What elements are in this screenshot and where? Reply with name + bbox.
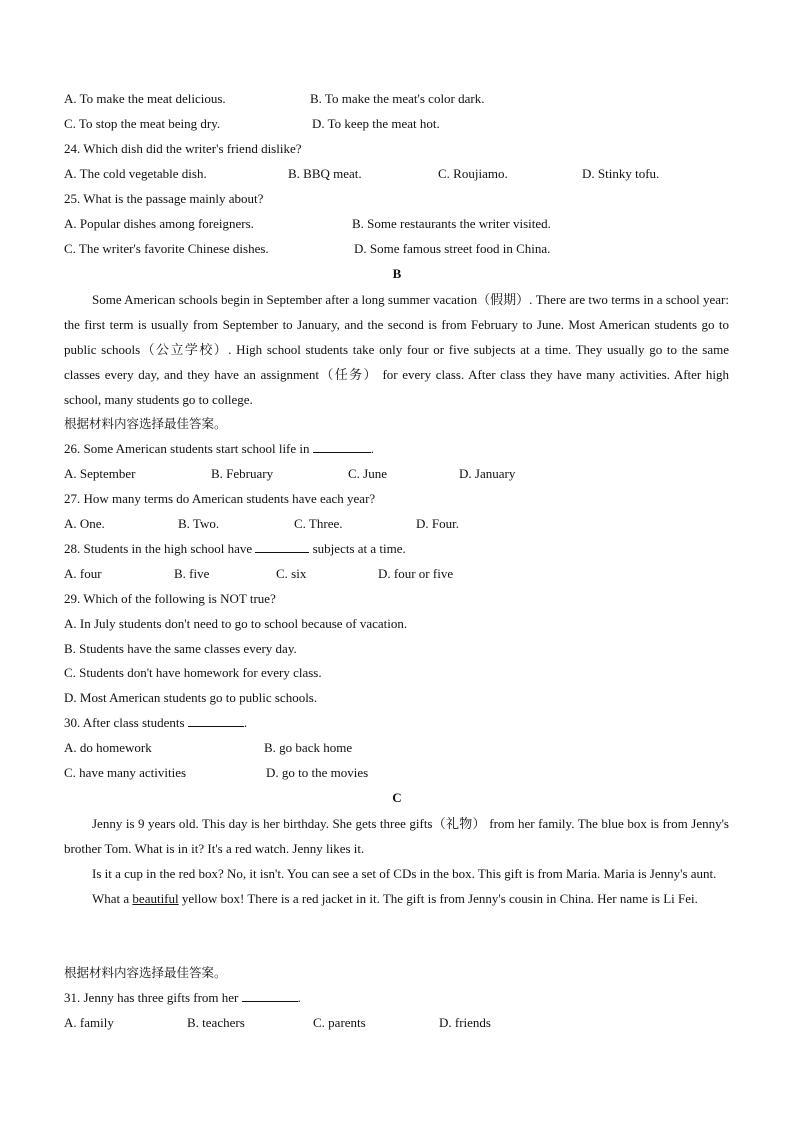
q28-option-b: B. five (174, 566, 210, 581)
q24-option-b: B. BBQ meat. (288, 166, 362, 181)
q29-option-b: B. Students have the same classes every day. (64, 641, 297, 656)
q29-option-d: D. Most American students go to public schools. (64, 690, 318, 705)
q30-option-a: A. do homework (64, 740, 152, 755)
q23-option-a: A. To make the meat delicious. (64, 91, 226, 106)
q28-question-end: subjects at a time. (312, 541, 406, 556)
q26-option-b: B. February (211, 466, 274, 481)
q26-question-text: 26. Some American students start school life in (64, 441, 310, 456)
q24-option-c: C. Roujiamo. (438, 166, 508, 181)
section-c-paragraph-3-end: yellow box! There is a red jacket in it. The gift is from Jenny's cousin in China. Her name is Li Fei. (181, 891, 698, 906)
q31-question-end: . (297, 990, 301, 1005)
q31-option-b: B. teachers (187, 1015, 245, 1030)
q29-option-a: A. In July students don't need to go to school because of vacation. (64, 616, 408, 631)
q31-question-text: 31. Jenny has three gifts from her (64, 990, 239, 1005)
q30-question (64, 714, 247, 732)
section-c-instruction: 根据材料内容选择最佳答案。 (64, 965, 227, 980)
q24-option-a: A. The cold vegetable dish. (64, 166, 207, 181)
q24-option-d: D. Stinky tofu. (582, 166, 660, 181)
section-c-passage (64, 811, 729, 911)
section-c-paragraph-1: Jenny is 9 years old. This day is her birthday. She gets three gifts（礼物） from her family. The blue box is from Jenny's brother Tom. What is in it? It's a red watch. Jenny likes it. (64, 816, 729, 856)
section-c-heading: C (392, 790, 402, 805)
q31-option-a: A. family (64, 1015, 114, 1030)
q25-option-b: B. Some restaurants the writer visited. (352, 216, 551, 231)
q27-question: 27. How many terms do American students have each year? (64, 491, 376, 506)
q25-option-d: D. Some famous street food in China. (354, 241, 551, 256)
q28-option-d: D. four or five (378, 566, 454, 581)
q30-option-b: B. go back home (264, 740, 353, 755)
q30-question-end: . (243, 715, 248, 730)
q27-option-d: D. Four. (416, 516, 459, 531)
q26-question-end: . (370, 441, 375, 456)
section-b-instruction: 根据材料内容选择最佳答案。 (64, 416, 227, 431)
underlined-word: beautiful (132, 891, 179, 906)
q27-option-b: B. Two. (178, 516, 220, 531)
section-b-passage (64, 287, 729, 412)
q27-option-c: C. Three. (294, 516, 343, 531)
q29-option-c: C. Students don't have homework for every class. (64, 665, 322, 680)
q27-option-a: A. One. (64, 516, 105, 531)
answer-blank (188, 714, 244, 727)
q28-question (64, 540, 406, 558)
q31-option-d: D. friends (439, 1015, 491, 1030)
q28-question-text: 28. Students in the high school have (64, 541, 253, 556)
q31-question (64, 989, 301, 1007)
q25-question: 25. What is the passage mainly about? (64, 191, 264, 206)
section-b-heading: B (392, 266, 402, 281)
q25-option-a: A. Popular dishes among foreigners. (64, 216, 254, 231)
q26-question (64, 440, 374, 458)
q25-option-c: C. The writer's favorite Chinese dishes. (64, 241, 269, 256)
q29-question: 29. Which of the following is NOT true? (64, 591, 276, 606)
section-b-paragraph: Some American schools begin in September after a long summer vacation（假期）. There are two terms in a school year: the first term is usually from September to January, and the second is from February to June. Most American students go to public schools（公立学校）. High school students take only four or five subjects at a time. They usually go to the same classes every day, and they have an assignment（任务） for every class. After class they have many activities. After high school, many students go to college. (64, 292, 729, 407)
q26-option-c: C. June (348, 466, 387, 481)
q26-option-d: D. January (459, 466, 516, 481)
answer-blank (255, 540, 309, 553)
q31-option-c: C. parents (313, 1015, 366, 1030)
q24-question: 24. Which dish did the writer's friend dislike? (64, 141, 302, 156)
q30-option-c: C. have many activities (64, 765, 187, 780)
q30-option-d: D. go to the movies (266, 765, 369, 780)
section-c-paragraph-3-start: What a (92, 891, 130, 906)
answer-blank (313, 440, 371, 453)
section-c-paragraph-3 (64, 886, 729, 911)
q26-option-a: A. September (64, 466, 136, 481)
q28-option-c: C. six (276, 566, 307, 581)
section-c-paragraph-2: Is it a cup in the red box? No, it isn't. You can see a set of CDs in the box. This gift is from Maria. Maria is Jenny's aunt. (92, 866, 717, 881)
q23-option-c: C. To stop the meat being dry. (64, 116, 221, 131)
answer-blank (242, 989, 298, 1002)
q23-option-d: D. To keep the meat hot. (312, 116, 440, 131)
q23-option-b: B. To make the meat's color dark. (310, 91, 485, 106)
q30-question-text: 30. After class students (64, 715, 185, 730)
q28-option-a: A. four (64, 566, 102, 581)
